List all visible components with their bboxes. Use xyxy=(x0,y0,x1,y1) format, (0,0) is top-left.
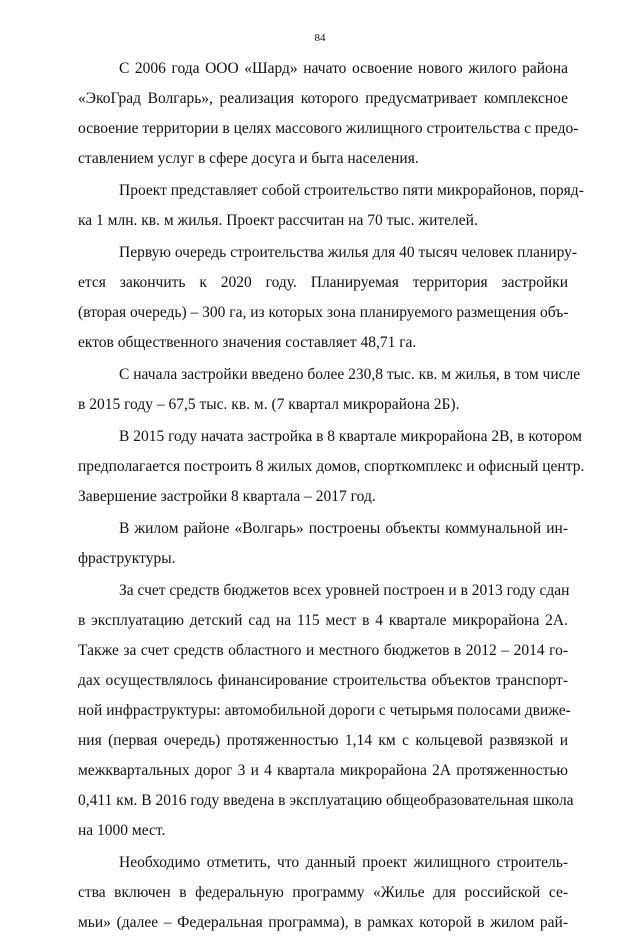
text-line: Завершение застройки 8 квартала – 2017 год. xyxy=(78,488,376,505)
text-line: Также за счет средств областного и местного бюджетов в 2012 – 2014 го- xyxy=(78,642,568,659)
body-text xyxy=(78,54,585,938)
text-line: В жилом районе «Волгарь» построены объекты коммунальной ин- xyxy=(119,520,568,537)
text-line: межквартальных дорог 3 и 4 квартала микрорайона 2А протяженностью xyxy=(78,762,568,779)
text-line: ства включен в федеральную программу «Жилье для российской се- xyxy=(78,884,568,901)
text-line: предполагается построить 8 жилых домов, спорткомплекс и офисный центр. xyxy=(78,458,585,475)
text-line: дах осуществлялось финансирование строительства объектов транспорт- xyxy=(78,672,568,689)
text-line: Проект представляет собой строительство пяти микрорайонов, поряд- xyxy=(119,182,584,199)
text-line: ется закончить к 2020 году. Планируемая территория застройки xyxy=(78,274,568,291)
text-line: ектов общественного значения составляет 48,71 га. xyxy=(78,334,417,351)
text-line: Первую очередь строительства жилья для 40 тысяч человек планиру- xyxy=(119,244,578,261)
text-line: За счет средств бюджетов всех уровней построен и в 2013 году сдан xyxy=(119,582,570,599)
text-line: С начала застройки введено более 230,8 тыс. кв. м жилья, в том числе xyxy=(119,366,581,383)
text-line: ной инфраструктуры: автомобильной дороги с четырьмя полосами движе- xyxy=(78,702,571,719)
text-line: ставлением услуг в сфере досуга и быта населения. xyxy=(78,150,419,167)
text-line: ния (первая очередь) протяженностью 1,14 км с кольцевой развязкой и xyxy=(78,732,568,749)
text-line: в 2015 году – 67,5 тыс. кв. м. (7 квартал микрорайона 2Б). xyxy=(78,396,460,413)
text-line: «ЭкоГрад Волгарь», реализация которого предусматривает комплексное xyxy=(78,90,568,107)
text-line: 0,411 км. В 2016 году введена в эксплуатацию общеобразовательная школа xyxy=(78,792,574,809)
page-number: 84 xyxy=(314,32,326,44)
text-line: на 1000 мест. xyxy=(78,822,166,839)
text-line: С 2006 года ООО «Шард» начато освоение нового жилого района xyxy=(119,60,568,77)
text-line: в эксплуатацию детский сад на 115 мест в 4 квартале микрорайона 2А. xyxy=(78,612,568,629)
text-line: ка 1 млн. кв. м жилья. Проект рассчитан на 70 тыс. жителей. xyxy=(78,212,478,229)
text-line: Необходимо отметить, что данный проект жилищного строитель- xyxy=(119,854,568,871)
text-line: мьи» (далее – Федеральная программа), в рамках которой в жилом рай- xyxy=(78,914,568,931)
text-line: (вторая очередь) – 300 га, из которых зона планируемого размещения объ- xyxy=(78,304,569,321)
text-line: фраструктуры. xyxy=(78,550,176,567)
text-line: освоение территории в целях массового жилищного строительства с предо- xyxy=(78,120,579,137)
text-line: В 2015 году начата застройка в 8 квартале микрорайона 2В, в котором xyxy=(119,428,582,445)
